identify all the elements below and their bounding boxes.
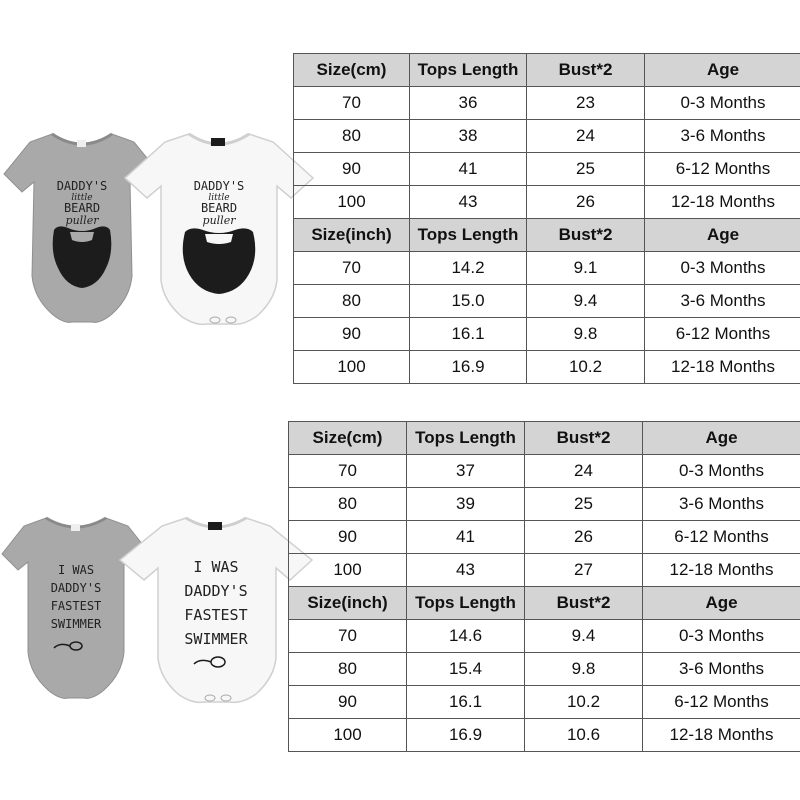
table-cell: 16.1 <box>410 318 527 351</box>
table-header-inch <box>289 587 800 620</box>
table-cell: 16.1 <box>407 686 525 719</box>
table-header-inch <box>294 219 800 252</box>
table-cell: 0-3 Months <box>645 87 800 120</box>
table-cell: 3-6 Months <box>645 120 800 153</box>
table-cell: 10.2 <box>525 686 643 719</box>
tag-icon <box>208 522 222 530</box>
table-cell: 0-3 Months <box>643 455 800 488</box>
print-line-4: SWIMMER <box>184 630 248 648</box>
table-cell: 3-6 Months <box>643 653 800 686</box>
header-cell: Age <box>643 587 800 620</box>
table-cell: 37 <box>407 455 525 488</box>
table-cell: 38 <box>410 120 527 153</box>
size-chart-beard <box>293 53 800 384</box>
tag-icon <box>77 140 86 147</box>
table-row <box>289 653 800 686</box>
table-cell: 90 <box>289 521 407 554</box>
table-row <box>294 120 800 153</box>
table-cell: 100 <box>289 719 407 752</box>
table-cell: 90 <box>289 686 407 719</box>
white-swimmer-onesie <box>118 512 314 706</box>
table-header-cm <box>289 422 800 455</box>
table-row <box>294 87 800 120</box>
table-cell: 43 <box>410 186 527 219</box>
header-cell: Age <box>643 422 800 455</box>
table-cell: 36 <box>410 87 527 120</box>
table-cell: 10.2 <box>527 351 645 384</box>
print-line-1: I WAS <box>57 563 95 577</box>
header-cell: Size(inch) <box>289 587 407 620</box>
header-cell: Size(cm) <box>294 54 410 87</box>
table-cell: 100 <box>289 554 407 587</box>
header-cell: Size(cm) <box>289 422 407 455</box>
header-cell: Size(inch) <box>294 219 410 252</box>
header-cell: Age <box>645 219 800 252</box>
print-line-1: DADDY'S <box>193 179 245 193</box>
table-cell: 80 <box>289 488 407 521</box>
table-cell: 41 <box>407 521 525 554</box>
table-cell: 70 <box>294 87 410 120</box>
table-cell: 15.0 <box>410 285 527 318</box>
table-cell: 80 <box>294 285 410 318</box>
table-cell: 14.6 <box>407 620 525 653</box>
table-cell: 80 <box>289 653 407 686</box>
table-cell: 9.8 <box>525 653 643 686</box>
header-cell: Tops Length <box>410 219 527 252</box>
table-cell: 70 <box>294 252 410 285</box>
table-row <box>294 318 800 351</box>
table-cell: 12-18 Months <box>645 351 800 384</box>
header-cell: Bust*2 <box>525 587 643 620</box>
header-cell: Tops Length <box>410 54 527 87</box>
table-cell: 25 <box>527 153 645 186</box>
table-cell: 16.9 <box>407 719 525 752</box>
print-line-4: puller <box>65 214 99 227</box>
table-cell: 24 <box>527 120 645 153</box>
table-cell: 24 <box>525 455 643 488</box>
table-row <box>289 686 800 719</box>
table-cell: 0-3 Months <box>645 252 800 285</box>
table-row <box>289 521 800 554</box>
table-row <box>294 285 800 318</box>
table-cell: 6-12 Months <box>643 686 800 719</box>
table-cell: 39 <box>407 488 525 521</box>
tag-icon <box>211 138 225 146</box>
print-line-1: I WAS <box>193 558 239 576</box>
table-row <box>289 554 800 587</box>
print-line-2: little <box>71 193 93 203</box>
table-cell: 9.4 <box>525 620 643 653</box>
print-line-4: puller <box>202 214 236 227</box>
table-cell: 6-12 Months <box>645 153 800 186</box>
table-cell: 3-6 Months <box>645 285 800 318</box>
table-cell: 26 <box>525 521 643 554</box>
table-cell: 100 <box>294 186 410 219</box>
table-row <box>289 620 800 653</box>
table-cell: 70 <box>289 455 407 488</box>
table-cell: 12-18 Months <box>645 186 800 219</box>
table-row <box>294 186 800 219</box>
table-cell: 12-18 Months <box>643 554 800 587</box>
table-row <box>289 455 800 488</box>
print-line-4: SWIMMER <box>50 617 102 631</box>
table-cell: 0-3 Months <box>643 620 800 653</box>
header-cell: Tops Length <box>407 587 525 620</box>
table-cell: 23 <box>527 87 645 120</box>
table-row <box>294 252 800 285</box>
table-cell: 3-6 Months <box>643 488 800 521</box>
print-line-2: DADDY'S <box>184 582 248 600</box>
header-cell: Bust*2 <box>525 422 643 455</box>
table-cell: 43 <box>407 554 525 587</box>
table-row <box>294 153 800 186</box>
table-cell: 15.4 <box>407 653 525 686</box>
header-cell: Age <box>645 54 800 87</box>
print-line-3: BEARD <box>63 201 101 215</box>
table-cell: 14.2 <box>410 252 527 285</box>
table-cell: 12-18 Months <box>643 719 800 752</box>
table-cell: 16.9 <box>410 351 527 384</box>
table-cell: 100 <box>294 351 410 384</box>
table-cell: 41 <box>410 153 527 186</box>
print-line-3: FASTEST <box>50 599 102 613</box>
print-line-2: DADDY'S <box>50 581 102 595</box>
table-cell: 26 <box>527 186 645 219</box>
table-cell: 9.1 <box>527 252 645 285</box>
table-cell: 80 <box>294 120 410 153</box>
header-cell: Bust*2 <box>527 219 645 252</box>
table-cell: 90 <box>294 153 410 186</box>
table-cell: 10.6 <box>525 719 643 752</box>
table-cell: 6-12 Months <box>643 521 800 554</box>
tag-icon <box>71 524 80 531</box>
header-cell: Tops Length <box>407 422 525 455</box>
white-beard-onesie <box>123 128 315 330</box>
table-cell: 70 <box>289 620 407 653</box>
print-line-3: BEARD <box>200 201 238 215</box>
table-cell: 90 <box>294 318 410 351</box>
table-cell: 6-12 Months <box>645 318 800 351</box>
table-cell: 27 <box>525 554 643 587</box>
table-row <box>289 719 800 752</box>
table-row <box>294 351 800 384</box>
table-cell: 9.8 <box>527 318 645 351</box>
table-header-cm <box>294 54 800 87</box>
header-cell: Bust*2 <box>527 54 645 87</box>
table-cell: 9.4 <box>527 285 645 318</box>
print-line-1: DADDY'S <box>56 179 108 193</box>
print-line-2: little <box>208 193 230 203</box>
table-row <box>289 488 800 521</box>
size-chart-swimmer <box>288 421 800 752</box>
table-cell: 25 <box>525 488 643 521</box>
print-line-3: FASTEST <box>184 606 248 624</box>
